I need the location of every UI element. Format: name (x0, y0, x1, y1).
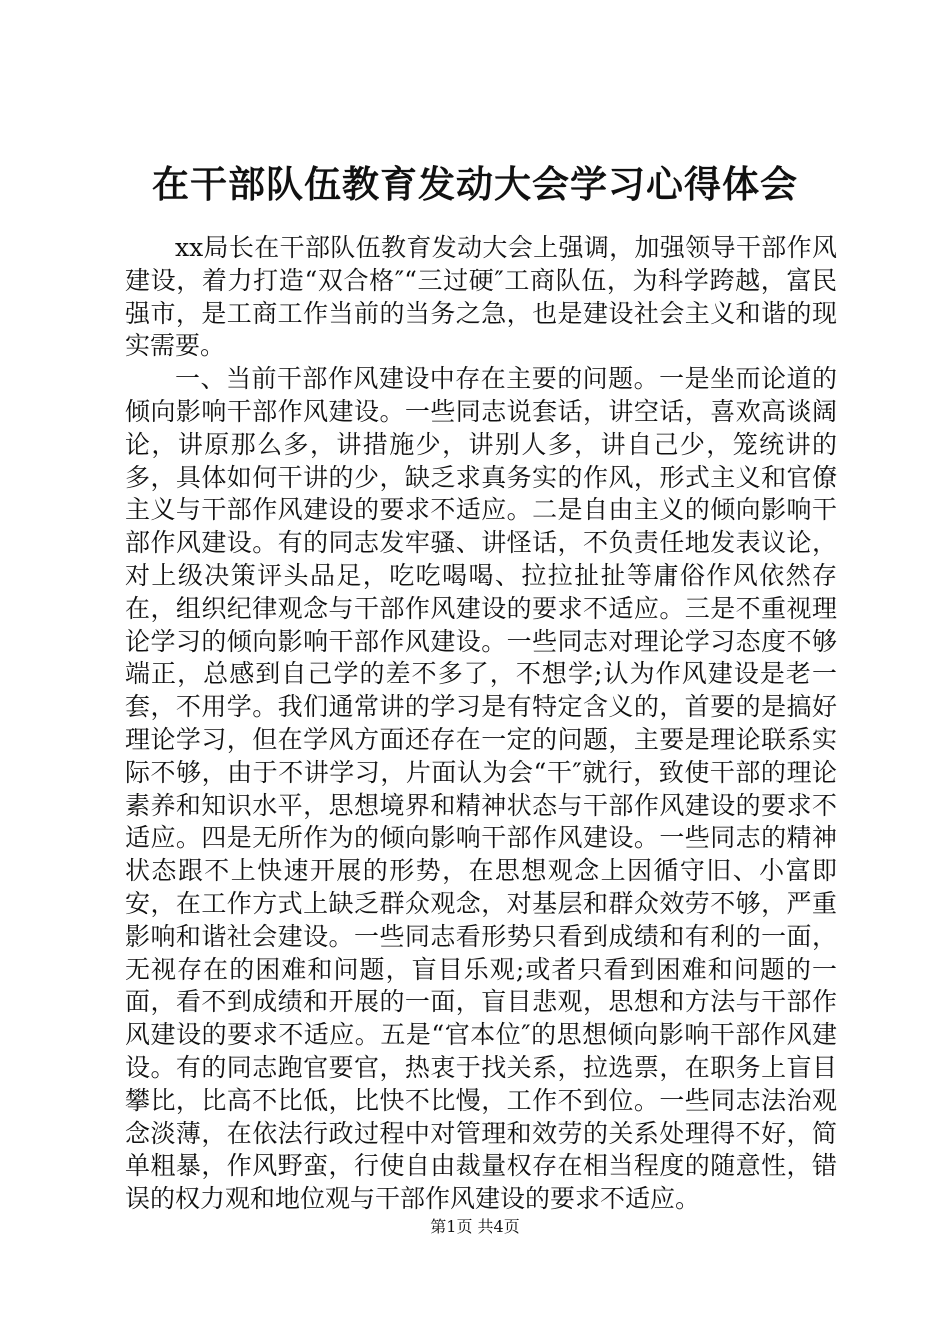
document-title: 在干部队伍教育发动大会学习心得体会 (152, 162, 798, 206)
page-number-footer: 第1页 共4页 (430, 1217, 520, 1236)
paragraph-problems: 一、当前干部作风建设中存在主要的问题。一是坐而论道的倾向影响干部作风建设。一些同志说套话，讲空话，喜欢高谈阔论，讲原那么多，讲措施少，讲别人多，讲自己少，笼统讲的多，具体如何干讲的少，缺乏求真务实的作风，形式主义和官僚主义与干部作风建设的要求不适应。二是自由主义的倾向影响干部作风建设。有的同志发牢骚、讲怪话，不负责任地发表议论，对上级决策评头品足，吃吃喝喝、拉拉扯扯等庸俗作风依然存在，组织纪律观念与干部作风建设的要求不适应。三是不重视理论学习的倾向影响干部作风建设。一些同志对理论学习态度不够端正，总感到自己学的差不多了，不想学;认为作风建设是老一套，不用学。我们通常讲的学习是有特定含义的，首要的是搞好理论学习，但在学风方面还存在一定的问题，主要是理论联系实际不够，由于不讲学习，片面认为会“干″就行，致使干部的理论素养和知识水平，思想境界和精神状态与干部作风建设的要求不适应。四是无所作为的倾向影响干部作风建设。一些同志的精神状态跟不上快速开展的形势，在思想观念上因循守旧、小富即安，在工作方式上缺乏群众观念，对基层和群众效劳不够，严重影响和谐社会建设。一些同志看形势只看到成绩和有利的一面，无视存在的困难和问题，盲目乐观;或者只看到困难和问题的一面，看不到成绩和开展的一面，盲目悲观，思想和方法与干部作风建设的要求不适应。五是“官本位″的思想倾向影响干部作风建设。有的同志跑官要官，热衷于找关系，拉选票，在职务上盲目攀比，比高不比低，比快不比慢，工作不到位。一些同志法治观念淡薄，在依法行政过程中对管理和效劳的关系处理得不好，简单粗暴，作风野蛮，行使自由裁量权存在相当程度的随意性，错误的权力观和地位观与干部作风建设的要求不适应。 (125, 364, 837, 1214)
paragraph-intro: xx局长在干部队伍教育发动大会上强调，加强领导干部作风建设，着力打造“双合格″“三过硬″工商队伍，为科学跨越，富民强市，是工商工作当前的当务之急，也是建设社会主义和谐的现实需要。 (125, 233, 837, 361)
document-body (125, 232, 837, 1216)
